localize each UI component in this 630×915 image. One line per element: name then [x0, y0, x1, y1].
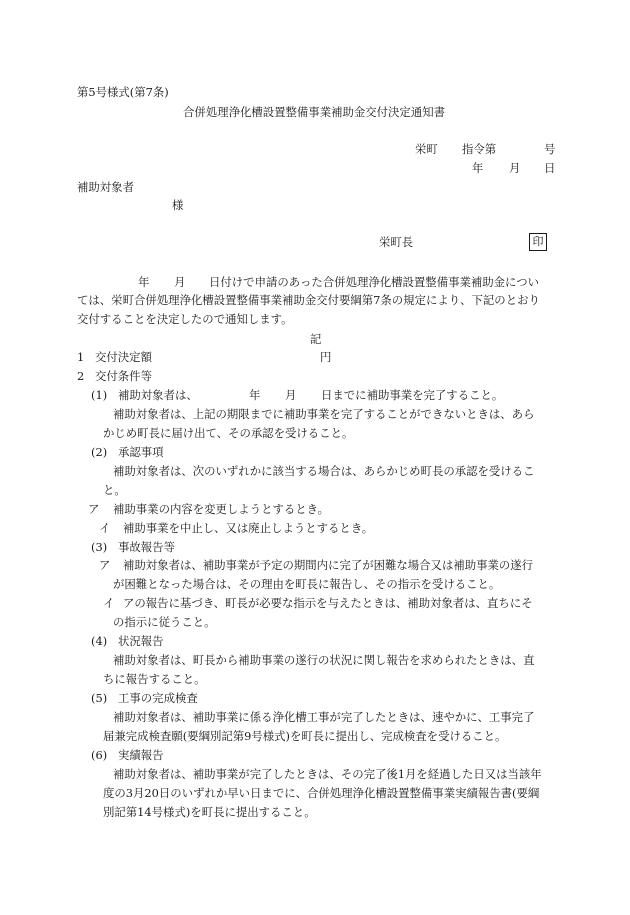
date-year: 年	[472, 161, 484, 175]
cond-1-number: (1)	[91, 388, 108, 402]
cond-3-number: (3)	[91, 540, 108, 554]
cond-3-i-line-1: アの報告に基づき、町長が必要な指示を与えたときは、補助対象者は、直ちにそ	[123, 596, 533, 610]
intro-line-3: 交付することを決定したので通知します。	[77, 312, 293, 326]
cond-5-number: (5)	[91, 691, 108, 705]
item-2-label: 交付条件等	[95, 369, 152, 383]
form-number: 第5号様式(第7条)	[77, 85, 169, 99]
cond-2-a-mark: ア	[88, 502, 100, 516]
ki-heading: 記	[310, 332, 322, 346]
cond-5-para-line-2: 届兼完成検査願(要綱別記第9号様式)を町長に提出し、完成検査を受けること。	[103, 729, 507, 743]
cond-2-title: 承認事項	[118, 445, 164, 459]
cond-2-a-text: 補助事業の内容を変更しようとするとき。	[113, 502, 329, 516]
cond-1-para-line-2: かじめ町長に届け出て、その承認を受けること。	[103, 426, 354, 440]
date-day: 日	[544, 161, 556, 175]
cond-2-i-mark: イ	[99, 521, 111, 535]
cond-1-month: 月	[285, 388, 297, 402]
cond-4-title: 状況報告	[118, 634, 164, 648]
cond-3-title: 事故報告等	[118, 540, 175, 554]
cond-5-title: 工事の完成検査	[118, 691, 198, 705]
cond-6-para-line-3: 別記第14号様式)を町長に提出すること。	[103, 805, 316, 819]
item-1-label: 交付決定額	[95, 350, 152, 364]
cond-3-i-line-2: の指示に従うこと。	[113, 615, 216, 629]
cond-3-i-mark: イ	[103, 596, 115, 610]
cond-5-para-line-1: 補助対象者は、補助事業に係る浄化槽工事が完了したときは、速やかに、工事完了	[113, 710, 535, 724]
intro-text: 日付けで申請のあった合併処理浄化槽設置整備事業補助金につい	[209, 275, 539, 289]
cond-6-para-line-1: 補助対象者は、補助事業が完了したときは、その完了後1月を経過した日又は当該年	[113, 767, 542, 781]
item-1-unit: 円	[320, 350, 332, 364]
cond-4-para-line-2: ちに報告すること。	[103, 672, 206, 686]
seal-mark: 印	[529, 233, 547, 251]
cond-1-text-a: 補助対象者は、	[118, 388, 198, 402]
cond-4-para-line-1: 補助対象者は、町長から補助事業の遂行の状況に関し報告を求められたときは、直	[113, 653, 535, 667]
cond-3-a-line-2: が困難となった場合は、その理由を町長に報告し、その指示を受けること。	[113, 577, 501, 591]
intro-month: 月	[174, 275, 186, 289]
date-month: 月	[509, 161, 521, 175]
doc-no-town: 栄町	[415, 142, 438, 156]
item-2-number: 2	[77, 369, 85, 383]
cond-1-para-line-1: 補助対象者は、上記の期限までに補助事業を完了することができないときは、あら	[113, 407, 535, 421]
document-title: 合併処理浄化槽設置整備事業補助金交付決定通知書	[183, 105, 445, 119]
cond-3-a-mark: ア	[99, 558, 111, 572]
cond-1-text-c: 日までに補助事業を完了すること。	[321, 388, 504, 402]
cond-2-para-line-1: 補助対象者は、次のいずれかに該当する場合は、あらかじめ町長の承認を受けるこ	[113, 464, 535, 478]
cond-2-para-line-2: と。	[103, 483, 126, 497]
cond-6-number: (6)	[91, 748, 108, 762]
cond-4-number: (4)	[91, 634, 108, 648]
issuer-name: 栄町長	[379, 235, 414, 249]
doc-no-prefix: 指令第	[462, 142, 497, 156]
recipient-honorific: 様	[172, 198, 184, 212]
item-1-number: 1	[77, 350, 85, 364]
cond-2-number: (2)	[91, 445, 108, 459]
intro-year: 年	[138, 275, 150, 289]
cond-6-para-line-2: 度の3月20日のいずれか早い日までに、合併処理浄化槽設置整備事業実績報告書(要綱	[103, 786, 540, 800]
doc-no-suffix: 号	[544, 142, 556, 156]
cond-6-title: 実績報告	[118, 748, 164, 762]
intro-line-2: ては、栄町合併処理浄化槽設置整備事業補助金交付要綱第7条の規定により、下記のとおり	[77, 293, 540, 307]
cond-2-i-text: 補助事業を中止し、又は廃止しようとするとき。	[123, 521, 374, 535]
recipient-label: 補助対象者	[77, 180, 134, 194]
cond-3-a-line-1: 補助対象者は、補助事業が予定の期間内に完了が困難な場合又は補助事業の遂行	[123, 558, 534, 572]
cond-1-year: 年	[249, 388, 261, 402]
